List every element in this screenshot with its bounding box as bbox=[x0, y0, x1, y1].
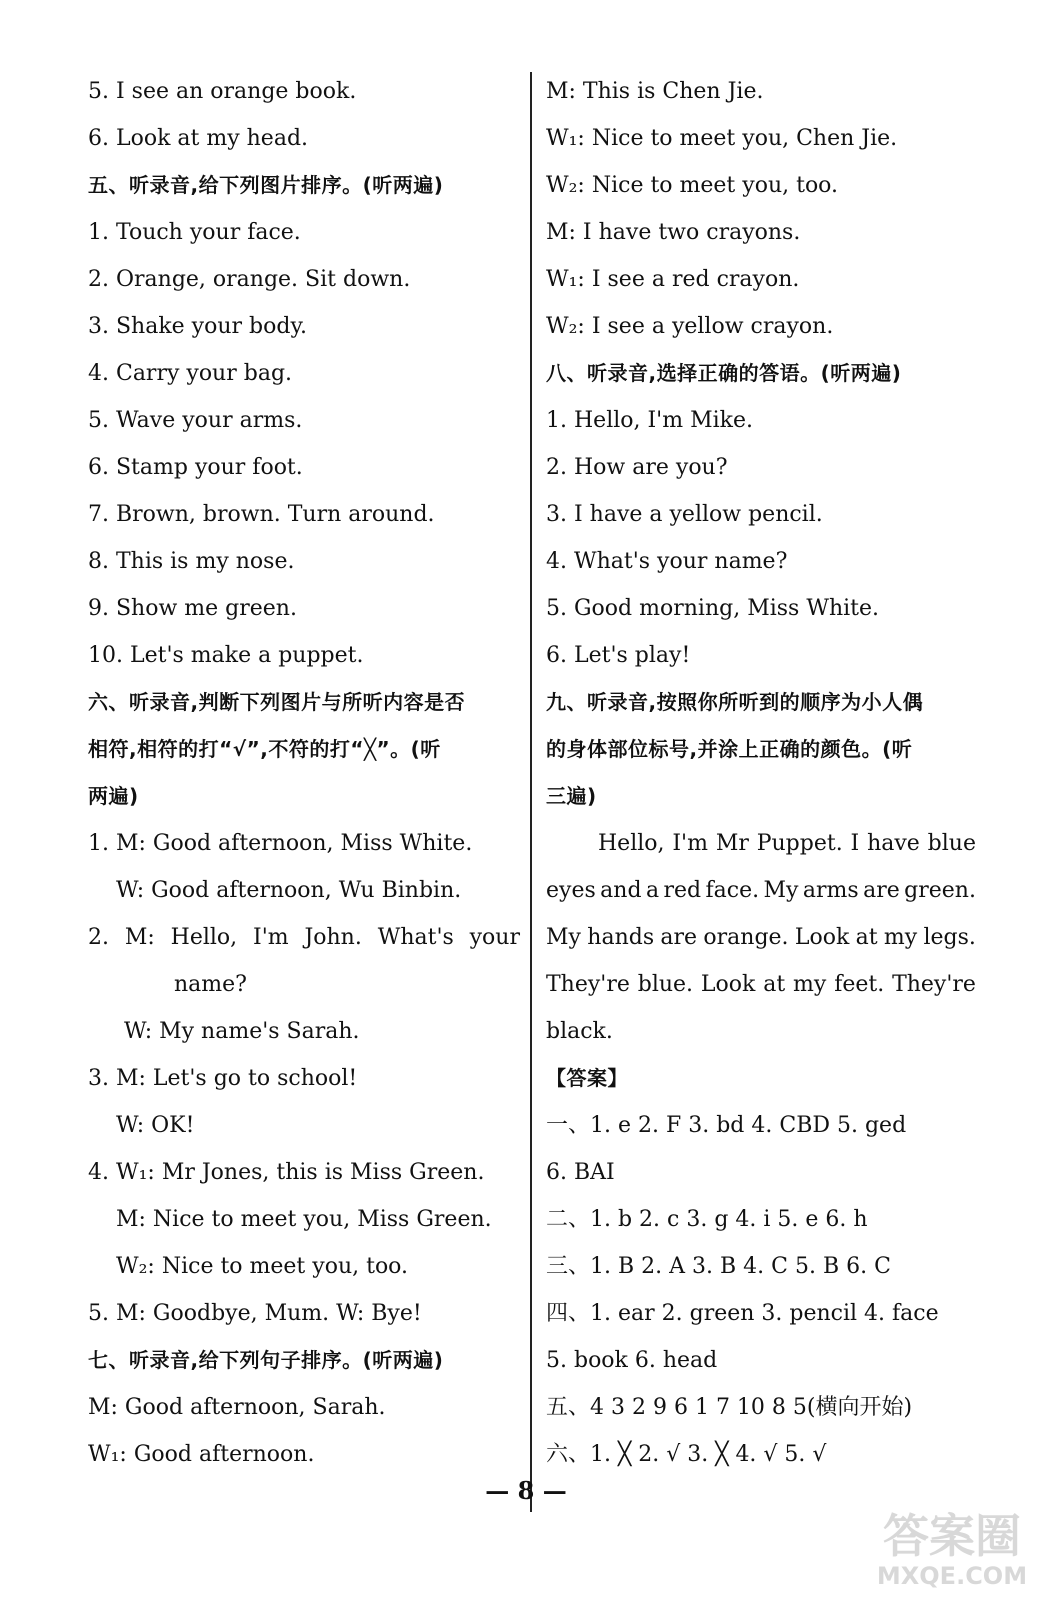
word: my bbox=[793, 972, 827, 997]
word: orange. bbox=[703, 925, 789, 950]
word: blue. bbox=[637, 972, 694, 997]
section-heading: 八、听录音,选择正确的答语。(听两遍) bbox=[546, 361, 902, 385]
text-line: W₂: I see a yellow crayon. bbox=[546, 314, 834, 339]
word: have bbox=[867, 831, 920, 856]
text-line: 5. I see an orange book. bbox=[88, 79, 357, 104]
word: My bbox=[546, 925, 581, 950]
text-line: name? bbox=[174, 972, 247, 997]
text-line: 四、1. ear 2. green 3. pencil 4. face bbox=[546, 1301, 939, 1326]
text-line: M: I have two crayons. bbox=[546, 220, 801, 245]
text-line: M: This is Chen Jie. bbox=[546, 79, 764, 104]
watermark-text: 答案圈 bbox=[883, 1509, 1021, 1563]
text-line: W: My name's Sarah. bbox=[124, 1019, 360, 1044]
text-line: 7. Brown, brown. Turn around. bbox=[88, 502, 435, 527]
page-number: — 8 — bbox=[485, 1476, 567, 1505]
watermark-logo bbox=[862, 1504, 1042, 1592]
word: red bbox=[663, 878, 702, 903]
text-line: 4. Carry your bag. bbox=[88, 361, 293, 386]
text-line: 1. Touch your face. bbox=[88, 220, 301, 245]
section-heading: 七、听录音,给下列句子排序。(听两遍) bbox=[88, 1348, 444, 1372]
word: at bbox=[855, 925, 878, 950]
section-heading: 【答案】 bbox=[546, 1066, 628, 1090]
word: hands bbox=[587, 925, 655, 950]
text-line: 5. M: Goodbye, Mum. W: Bye! bbox=[88, 1301, 422, 1326]
section-heading: 相符,相符的打“√”,不符的打“╳”。(听 bbox=[88, 737, 441, 761]
text-line: 6. BAI bbox=[546, 1160, 615, 1185]
word: I'm bbox=[253, 925, 289, 950]
text-line: M: Good afternoon, Sarah. bbox=[88, 1395, 386, 1420]
word: arms bbox=[802, 878, 859, 903]
word: Hello, bbox=[598, 831, 665, 856]
text-line: 3. M: Let's go to school! bbox=[88, 1066, 358, 1091]
text-line: 2. Orange, orange. Sit down. bbox=[88, 267, 411, 292]
word: blue bbox=[927, 831, 976, 856]
text-line: W: OK! bbox=[116, 1113, 195, 1138]
text-line: 六、1. ╳ 2. √ 3. ╳ 4. √ 5. √ bbox=[546, 1442, 827, 1467]
right-column bbox=[546, 68, 976, 1478]
section-heading: 的身体部位标号,并涂上正确的颜色。(听 bbox=[546, 737, 913, 761]
word: your bbox=[469, 925, 520, 950]
text-line: 6. Let's play! bbox=[546, 643, 691, 668]
word: green. bbox=[904, 878, 976, 903]
left-column bbox=[88, 68, 520, 1478]
word: face. bbox=[705, 878, 760, 903]
word: My bbox=[763, 878, 799, 903]
text-line: W₂: Nice to meet you, too. bbox=[116, 1254, 409, 1279]
word: Puppet. bbox=[756, 831, 843, 856]
word: are bbox=[660, 925, 698, 950]
word: at bbox=[763, 972, 786, 997]
text-line: black. bbox=[546, 1019, 613, 1044]
text-line: 5. Wave your arms. bbox=[88, 408, 303, 433]
text-line: 1. M: Good afternoon, Miss White. bbox=[88, 831, 473, 856]
text-line: 5. Good morning, Miss White. bbox=[546, 596, 879, 621]
word: Mr bbox=[715, 831, 749, 856]
text-line bbox=[546, 867, 976, 914]
word: feet. bbox=[834, 972, 885, 997]
word: John. bbox=[304, 925, 362, 950]
text-line: W₁: Good afternoon. bbox=[88, 1442, 315, 1467]
word: a bbox=[645, 878, 660, 903]
column-divider bbox=[530, 72, 532, 1512]
text-line bbox=[88, 914, 520, 961]
text-line: 6. Look at my head. bbox=[88, 126, 309, 151]
text-line: 五、4 3 2 9 6 1 7 10 8 5(横向开始) bbox=[546, 1395, 913, 1420]
text-line: 二、1. b 2. c 3. g 4. i 5. e 6. h bbox=[546, 1207, 868, 1232]
text-line: 2. How are you? bbox=[546, 455, 728, 480]
word: M: bbox=[124, 925, 155, 950]
text-line: 三、1. B 2. A 3. B 4. C 5. B 6. C bbox=[546, 1254, 891, 1279]
text-line bbox=[546, 961, 976, 1008]
text-line: 4. W₁: Mr Jones, this is Miss Green. bbox=[88, 1160, 485, 1185]
text-line: 9. Show me green. bbox=[88, 596, 297, 621]
text-line: 8. This is my nose. bbox=[88, 549, 295, 574]
text-line: 4. What's your name? bbox=[546, 549, 788, 574]
word: and bbox=[600, 878, 642, 903]
watermark-subtext: MXQE.COM bbox=[876, 1562, 1028, 1590]
section-heading: 九、听录音,按照你所听到的顺序为小人偶 bbox=[546, 690, 924, 714]
section-heading: 五、听录音,给下列图片排序。(听两遍) bbox=[88, 173, 444, 197]
section-heading: 三遍) bbox=[546, 784, 597, 808]
text-line: 5. book 6. head bbox=[546, 1348, 718, 1373]
text-line bbox=[546, 914, 976, 961]
word: Look bbox=[700, 972, 756, 997]
text-line: M: Nice to meet you, Miss Green. bbox=[116, 1207, 492, 1232]
word: 2. bbox=[88, 925, 109, 950]
word: eyes bbox=[546, 878, 596, 903]
text-line: 1. Hello, I'm Mike. bbox=[546, 408, 753, 433]
text-line: 3. Shake your body. bbox=[88, 314, 307, 339]
text-line: W₂: Nice to meet you, too. bbox=[546, 173, 839, 198]
word: What's bbox=[377, 925, 454, 950]
word: I bbox=[850, 831, 860, 856]
word: They're bbox=[892, 972, 976, 997]
text-line: 10. Let's make a puppet. bbox=[88, 643, 364, 668]
word: are bbox=[863, 878, 900, 903]
text-line: 3. I have a yellow pencil. bbox=[546, 502, 823, 527]
text-line: 一、1. e 2. F 3. bd 4. CBD 5. ged bbox=[546, 1113, 907, 1138]
word: They're bbox=[546, 972, 630, 997]
text-line: W: Good afternoon, Wu Binbin. bbox=[116, 878, 462, 903]
word: I'm bbox=[672, 831, 708, 856]
text-line: W₁: I see a red crayon. bbox=[546, 267, 800, 292]
text-line: 6. Stamp your foot. bbox=[88, 455, 303, 480]
word: Hello, bbox=[170, 925, 238, 950]
word: my bbox=[883, 925, 918, 950]
word: Look bbox=[794, 925, 850, 950]
section-heading: 六、听录音,判断下列图片与所听内容是否 bbox=[88, 690, 466, 714]
text-line bbox=[546, 820, 976, 867]
text-line: W₁: Nice to meet you, Chen Jie. bbox=[546, 126, 898, 151]
section-heading: 两遍) bbox=[88, 784, 139, 808]
word: legs. bbox=[923, 925, 976, 950]
